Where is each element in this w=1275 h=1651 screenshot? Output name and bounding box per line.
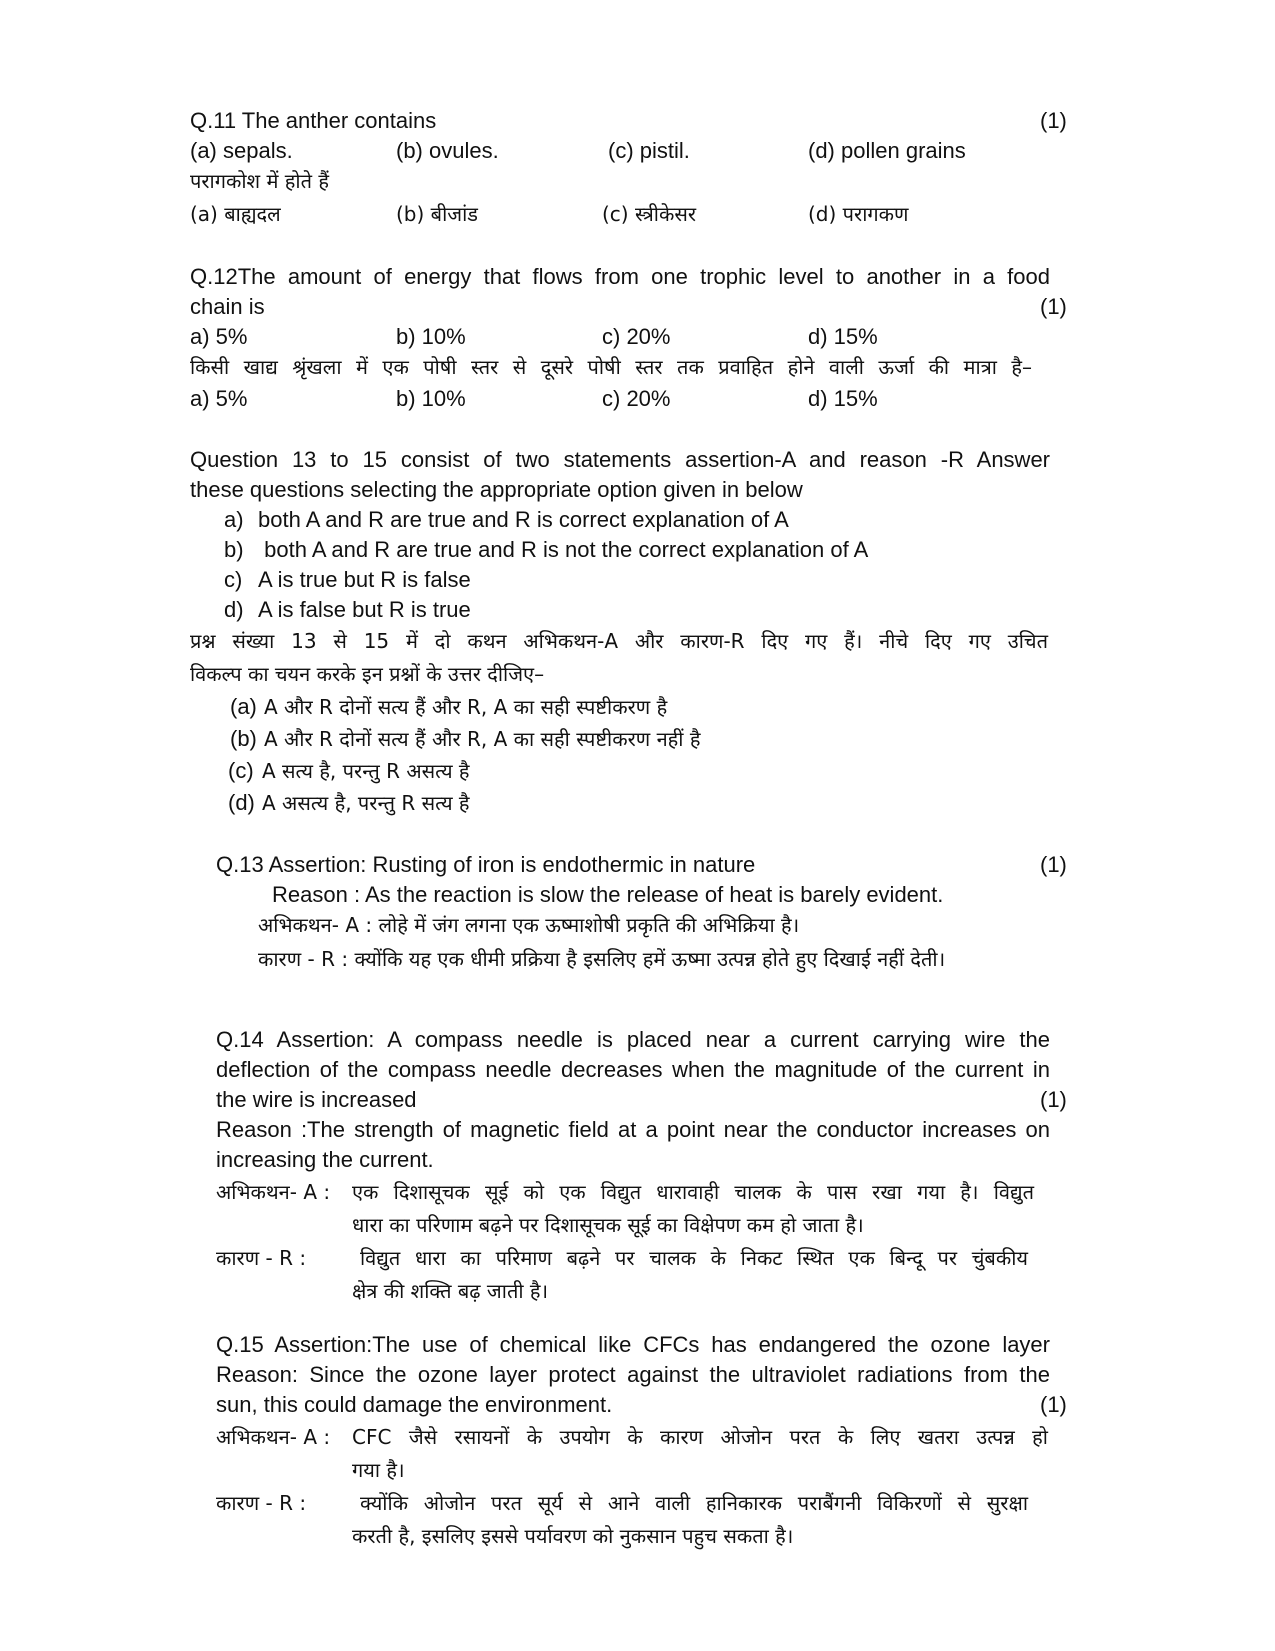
q12-option-c-hindi: c) 20% — [602, 386, 671, 411]
instructions-line1: Question 13 to 15 consist of two statements assertion-A and reason -R Answer — [190, 447, 1050, 472]
q14-assertion-line3: the wire is increased — [216, 1087, 417, 1112]
q12-question-line2: chain is — [190, 294, 265, 319]
q12-question-hindi: किसी खाद्य श्रृंखला में एक पोषी स्तर से दूसरे पोषी स्तर तक प्रवाहित होने वाली ऊर्जा की मात्रा है– — [190, 355, 1032, 379]
q13-reason: Reason : As the reaction is slow the release of heat is barely evident. — [272, 882, 944, 907]
q14-reason-line2: increasing the current. — [216, 1147, 434, 1172]
q14-assertion-hindi-label: अभिकथन- A : — [216, 1180, 331, 1204]
instruction-hindi-option-b-label: (b) — [230, 726, 257, 751]
q11-option-b-hindi: (b) बीजांड — [396, 202, 478, 226]
q13-assertion-hindi: अभिकथन- A : लोहे में जंग लगना एक ऊष्माशोषी प्रकृति की अभिक्रिया है। — [258, 913, 800, 937]
instruction-hindi-option-c-label: (c) — [228, 758, 254, 783]
q11-option-c-hindi: (c) स्त्रीकेसर — [602, 202, 697, 226]
q14-assertion-hindi-line1: एक दिशासूचक सूई को एक विद्युत धारावाही चालक के पास रखा गया है। विद्युत — [352, 1180, 1034, 1204]
q15-reason-hindi-line2: करती है, इसलिए इससे पर्यावरण को नुकसान पहुच सकता है। — [352, 1524, 794, 1548]
q11-option-a-hindi: (a) बाह्यदल — [190, 202, 281, 226]
instructions-line2: these questions selecting the appropriate option given in below — [190, 477, 803, 502]
q12-option-b-hindi: b) 10% — [396, 386, 466, 411]
q11-option-d: (d) pollen grains — [808, 138, 966, 163]
instruction-option-d-text: A is false but R is true — [258, 597, 471, 622]
q11-option-b: (b) ovules. — [396, 138, 499, 163]
q13-reason-hindi: कारण - R : क्योंकि यह एक धीमी प्रक्रिया है इसलिए हमें ऊष्मा उत्पन्न होते हुए दिखाई नहीं देती। — [258, 947, 946, 971]
q14-marks: (1) — [1040, 1087, 1067, 1112]
instruction-option-c-label: c) — [224, 567, 243, 592]
q15-assertion-hindi-line1: CFC जैसे रसायनों के उपयोग के कारण ओजोन परत के लिए खतरा उत्पन्न हो — [352, 1425, 1048, 1449]
instruction-option-d-label: d) — [224, 597, 244, 622]
q12-option-d-hindi: d) 15% — [808, 386, 878, 411]
q11-question: Q.11 The anther contains — [190, 108, 437, 133]
q15-assertion-hindi-line2: गया है। — [352, 1458, 405, 1482]
q11-marks: (1) — [1040, 108, 1067, 133]
q11-option-a: (a) sepals. — [190, 138, 293, 163]
q15-reason-line1: Reason: Since the ozone layer protect against the ultraviolet radiations from the — [216, 1362, 1050, 1387]
q13-assertion: Q.13 Assertion: Rusting of iron is endothermic in nature — [216, 852, 756, 877]
q11-option-c: (c) pistil. — [608, 138, 690, 163]
instruction-hindi-option-b-text: A और R दोनों सत्य हैं और R, A का सही स्पष्टीकरण नहीं है — [264, 727, 701, 751]
q12-marks: (1) — [1040, 294, 1067, 319]
q15-reason-line2: sun, this could damage the environment. — [216, 1392, 613, 1417]
q14-assertion-line1: Q.14 Assertion: A compass needle is placed near a current carrying wire the — [216, 1027, 1050, 1052]
instruction-option-a-text: both A and R are true and R is correct explanation of A — [258, 507, 789, 532]
q12-question-line1: Q.12The amount of energy that flows from one trophic level to another in a food — [190, 264, 1050, 289]
q14-reason-hindi-line2: क्षेत्र की शक्ति बढ़ जाती है। — [352, 1279, 549, 1303]
instruction-hindi-option-d-text: A असत्य है, परन्तु R सत्य है — [262, 791, 470, 815]
q14-reason-hindi-label: कारण - R : — [216, 1246, 307, 1270]
instruction-option-c-text: A is true but R is false — [258, 567, 471, 592]
q14-assertion-hindi-line2: धारा का परिणाम बढ़ने पर दिशासूचक सूई का विक्षेपण कम हो जाता है। — [352, 1213, 864, 1237]
q15-reason-hindi-line1: क्योंकि ओजोन परत सूर्य से आने वाली हानिकारक पराबैंगनी विकिरणों से सुरक्षा — [360, 1491, 1028, 1515]
instruction-hindi-option-a-label: (a) — [230, 694, 257, 719]
q12-option-a: a) 5% — [190, 324, 248, 349]
q13-marks: (1) — [1040, 852, 1067, 877]
q15-reason-hindi-label: कारण - R : — [216, 1491, 307, 1515]
q15-assertion-hindi-label: अभिकथन- A : — [216, 1425, 331, 1449]
instruction-hindi-option-d-label: (d) — [228, 790, 255, 815]
q11-question-hindi: परागकोश में होते हैं — [190, 169, 329, 193]
q11-option-d-hindi: (d) परागकण — [808, 202, 909, 226]
q14-reason-line1: Reason :The strength of magnetic field at a point near the conductor increases on — [216, 1117, 1050, 1142]
q14-reason-hindi-line1: विद्युत धारा का परिमाण बढ़ने पर चालक के निकट स्थित एक बिन्दू पर चुंबकीय — [360, 1246, 1028, 1270]
instructions-hindi-line2: विकल्प का चयन करके इन प्रश्नों के उत्तर दीजिए– — [190, 662, 545, 686]
instruction-hindi-option-c-text: A सत्य है, परन्तु R असत्य है — [262, 759, 470, 783]
q14-assertion-line2: deflection of the compass needle decreases when the magnitude of the current in — [216, 1057, 1050, 1082]
q12-option-a-hindi: a) 5% — [190, 386, 248, 411]
q15-assertion-line1: Q.15 Assertion:The use of chemical like CFCs has endangered the ozone layer — [216, 1332, 1050, 1357]
instruction-option-a-label: a) — [224, 507, 244, 532]
q12-option-c: c) 20% — [602, 324, 671, 349]
instruction-option-b-label: b) — [224, 537, 244, 562]
q12-option-b: b) 10% — [396, 324, 466, 349]
instruction-hindi-option-a-text: A और R दोनों सत्य हैं और R, A का सही स्पष्टीकरण है — [264, 695, 668, 719]
instructions-hindi-line1: प्रश्न संख्या 13 से 15 में दो कथन अभिकथन-A और कारण-R दिए गए हैं। नीचे दिए गए उचित — [190, 629, 1048, 653]
q15-marks: (1) — [1040, 1392, 1067, 1417]
instruction-option-b-text: both A and R are true and R is not the correct explanation of A — [258, 537, 869, 562]
q12-option-d: d) 15% — [808, 324, 878, 349]
